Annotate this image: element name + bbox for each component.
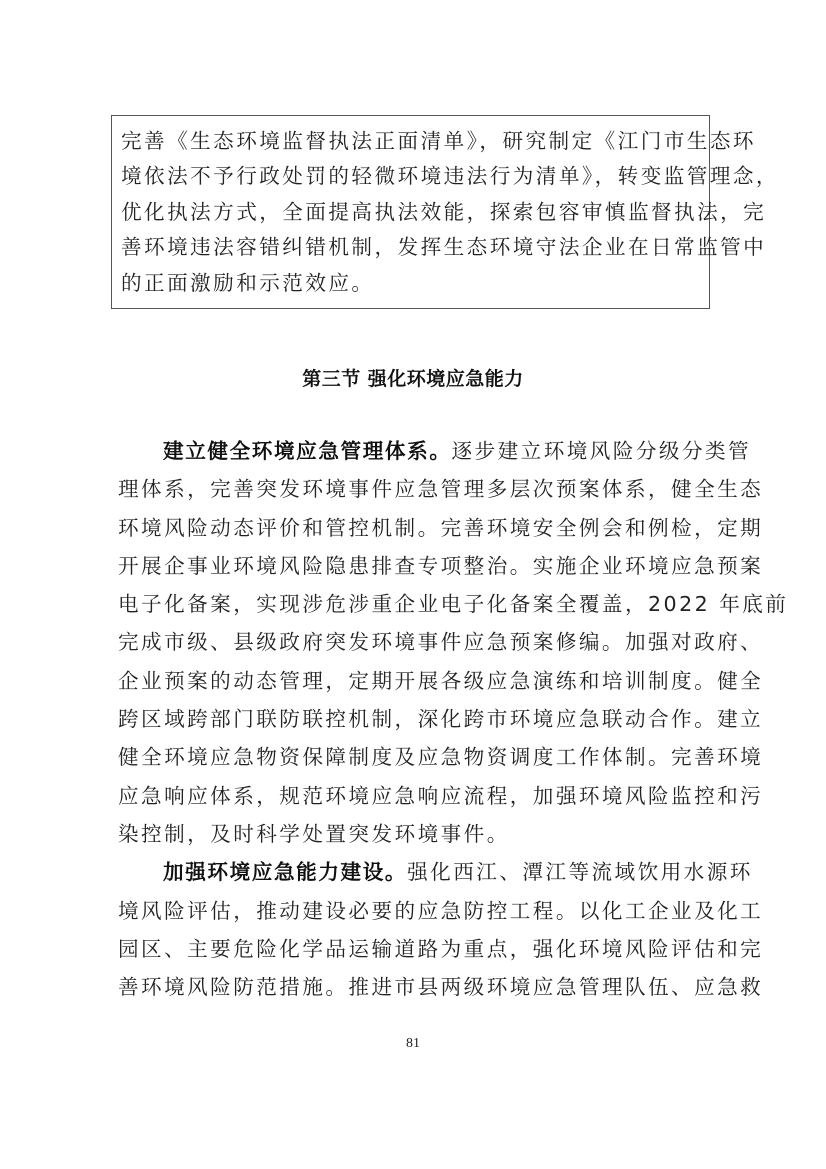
paragraph-line: 开展企事业环境风险隐患排查专项整治。实施企业环境应急预案 (118, 553, 764, 578)
paragraph-line: 理体系，完善突发环境事件应急管理多层次预案体系，健全生态 (118, 477, 764, 502)
paragraph-text: 逐步建立环境风险分级分类管 (451, 439, 752, 463)
paragraph-first-line (118, 432, 752, 470)
paragraph-line: 健全环境应急物资保障制度及应急物资调度工作体制。完善环境 (118, 745, 764, 770)
paragraph-line: 完成市级、县级政府突发环境事件应急预案修编。加强对政府、 (118, 630, 764, 655)
paragraph-text: 强化西江、潭江等流域饮用水源环 (407, 860, 753, 885)
paragraph-line: 跨区域跨部门联防联控机制，深化跨市环境应急联动合作。建立 (118, 707, 764, 732)
box-line: 完善《生态环境监督执法正面清单》，研究制定《江门市生态环 (121, 129, 756, 153)
paragraph-line: 园区、主要危险化学品运输道路为重点，强化环境风险评估和完 (118, 936, 764, 961)
paragraph-line: 善环境风险防范措施。推进市县两级环境应急管理队伍、应急救 (118, 975, 764, 1000)
box-line: 优化执法方式，全面提高执法效能，探索包容审慎监督执法，完 (121, 199, 767, 224)
paragraph-line: 应急响应体系，规范环境应急响应流程，加强环境风险监控和污 (118, 783, 764, 808)
paragraph-line: 境风险评估，推动建设必要的应急防控工程。以化工企业及化工 (118, 898, 764, 923)
page-number: 81 (406, 1036, 420, 1051)
paragraph-line: 电子化备案，实现涉危涉重企业电子化备案全覆盖，2022 年底前 (118, 592, 789, 617)
paragraph-lead: 建立健全环境应急管理体系。 (163, 439, 452, 463)
paragraph-line: 染控制，及时科学处置突发环境事件。 (118, 821, 510, 846)
paragraph-first-line (118, 853, 753, 891)
box-line: 善环境违法容错纠错机制，发挥生态环境守法企业在日常监管中 (121, 235, 767, 260)
boxed-note (111, 115, 779, 309)
body-text (118, 432, 789, 1006)
paragraph-lead: 加强环境应急能力建设。 (163, 860, 408, 885)
box-line: 境依法不予行政处罚的轻微环境违法行为清单》，转变监管理念， (121, 164, 779, 189)
paragraph-line: 企业预案的动态管理，定期开展各级应急演练和培训制度。健全 (118, 668, 764, 693)
box-line: 的正面激励和示范效应。 (121, 270, 375, 295)
section-heading: 第三节 强化环境应急能力 (302, 368, 524, 390)
paragraph-line: 环境风险动态评价和管控机制。完善环境安全例会和例检，定期 (118, 515, 764, 540)
